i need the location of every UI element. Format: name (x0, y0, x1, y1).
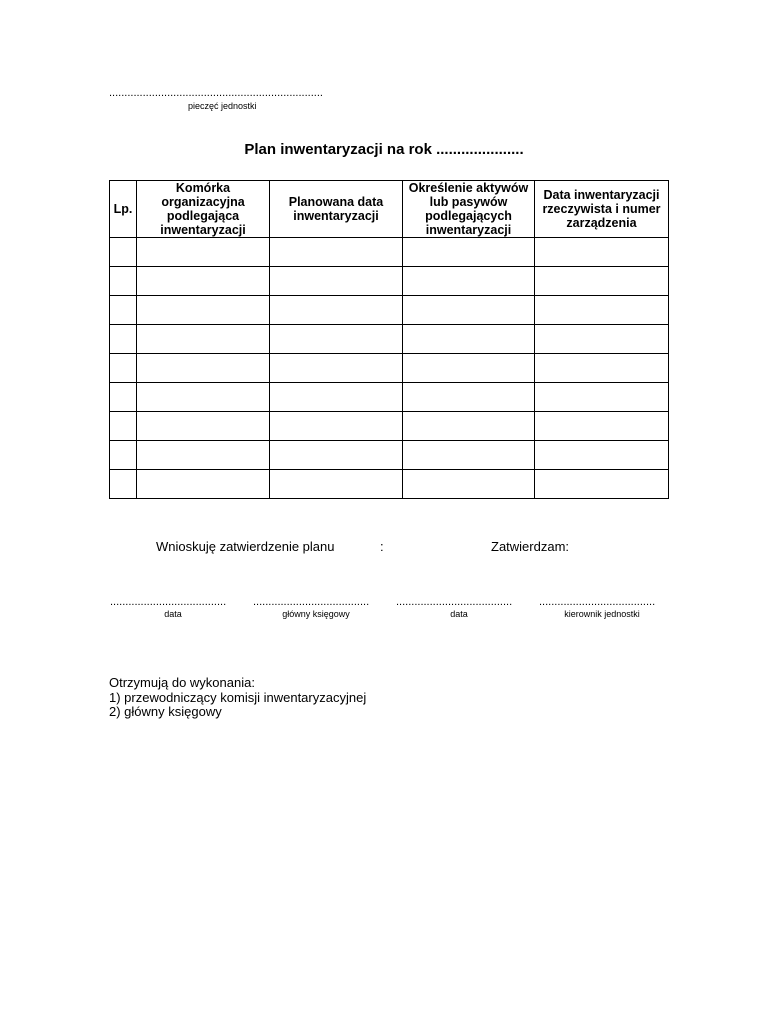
table-cell[interactable] (270, 354, 403, 383)
signature-label-unit-head: kierownik jednostki (564, 609, 640, 619)
stamp-signature-line: ...................................................................... (109, 87, 323, 99)
table-cell[interactable] (137, 354, 270, 383)
table-cell[interactable] (270, 325, 403, 354)
table-cell[interactable] (137, 267, 270, 296)
table-cell[interactable] (403, 325, 535, 354)
table-cell[interactable] (110, 383, 137, 412)
recipient-item: 1) przewodniczący komisji inwentaryzacyjnej (109, 690, 367, 705)
table-cell[interactable] (110, 238, 137, 267)
approve-label: Zatwierdzam: (491, 539, 570, 554)
table-cell[interactable] (535, 296, 669, 325)
table-row (110, 238, 669, 267)
table-cell[interactable] (110, 267, 137, 296)
table-cell[interactable] (137, 412, 270, 441)
table-cell[interactable] (110, 470, 137, 499)
table-cell[interactable] (270, 296, 403, 325)
signature-line-date-2: ...................................... (396, 596, 513, 608)
table-cell[interactable] (110, 441, 137, 470)
table-cell[interactable] (270, 383, 403, 412)
table-row (110, 412, 669, 441)
table-cell[interactable] (403, 441, 535, 470)
table-cell[interactable] (137, 383, 270, 412)
recipients-heading: Otrzymują do wykonania: (109, 675, 255, 690)
table-cell[interactable] (270, 412, 403, 441)
table-cell[interactable] (137, 296, 270, 325)
table-row (110, 383, 669, 412)
column-header-assets: Określenie aktywów lub pasywów podlegających inwentaryzacji (403, 181, 535, 238)
inventory-plan-table (109, 180, 669, 499)
table-cell[interactable] (270, 238, 403, 267)
table-cell[interactable] (403, 267, 535, 296)
table-cell[interactable] (137, 325, 270, 354)
document-title: Plan inwentaryzacji na rok ..................... (244, 141, 524, 158)
table-cell[interactable] (535, 325, 669, 354)
signature-line-chief-accountant: ...................................... (253, 596, 370, 608)
table-cell[interactable] (535, 383, 669, 412)
approval-colon: : (380, 539, 384, 554)
column-header-planned-date: Planowana data inwentaryzacji (270, 181, 403, 238)
signature-label-date-1: data (164, 609, 182, 619)
table-cell[interactable] (270, 441, 403, 470)
table-cell[interactable] (403, 354, 535, 383)
table-row (110, 354, 669, 383)
table-cell[interactable] (535, 267, 669, 296)
table-cell[interactable] (403, 383, 535, 412)
table-cell[interactable] (535, 470, 669, 499)
recipient-item: 2) główny księgowy (109, 704, 222, 719)
column-header-unit: Komórka organizacyjna podlegająca inwentaryzacji (137, 181, 270, 238)
table-cell[interactable] (270, 267, 403, 296)
signature-label-date-2: data (450, 609, 468, 619)
table-cell[interactable] (137, 238, 270, 267)
table-body (110, 238, 669, 499)
column-header-lp: Lp. (110, 181, 137, 238)
table-row (110, 325, 669, 354)
stamp-label: pieczęć jednostki (188, 101, 257, 111)
table-cell[interactable] (110, 325, 137, 354)
table-header-row (110, 181, 669, 238)
table-cell[interactable] (535, 354, 669, 383)
table-cell[interactable] (535, 238, 669, 267)
table-row (110, 441, 669, 470)
approval-request-label: Wnioskuję zatwierdzenie planu (156, 539, 335, 554)
table-cell[interactable] (137, 441, 270, 470)
signature-line-date-1: ...................................... (110, 596, 227, 608)
table-cell[interactable] (403, 296, 535, 325)
table-cell[interactable] (270, 470, 403, 499)
table-cell[interactable] (535, 412, 669, 441)
table-cell[interactable] (403, 412, 535, 441)
table-cell[interactable] (110, 412, 137, 441)
signature-line-unit-head: ...................................... (539, 596, 656, 608)
table-cell[interactable] (110, 354, 137, 383)
column-header-actual-date: Data inwentaryzacji rzeczywista i numer zarządzenia (535, 181, 669, 238)
table-row (110, 267, 669, 296)
table-cell[interactable] (403, 238, 535, 267)
table-cell[interactable] (535, 441, 669, 470)
signature-label-chief-accountant: główny księgowy (282, 609, 350, 619)
table-cell[interactable] (403, 470, 535, 499)
table-cell[interactable] (137, 470, 270, 499)
table-row (110, 470, 669, 499)
table-row (110, 296, 669, 325)
table-cell[interactable] (110, 296, 137, 325)
